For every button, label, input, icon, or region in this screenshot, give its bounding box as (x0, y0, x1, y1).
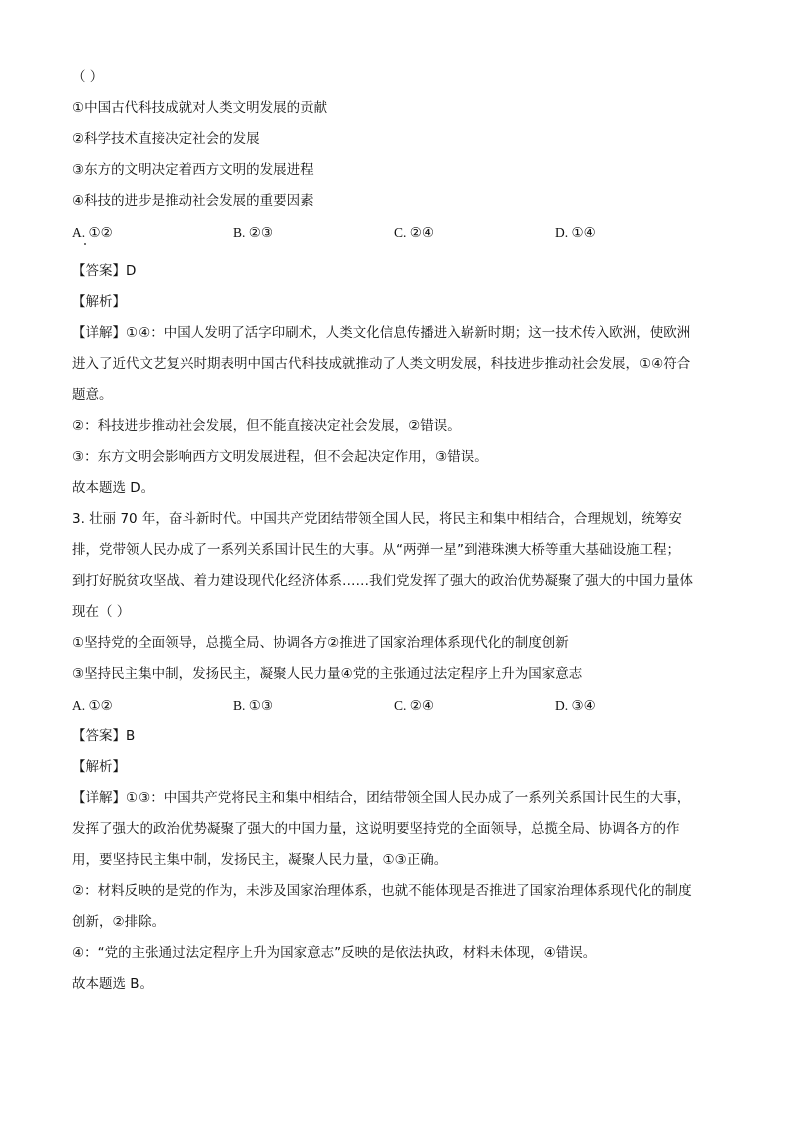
q2-option-d: D. ①④ (555, 225, 596, 240)
q3-option-c: C. ②④ (394, 698, 434, 713)
q2-stem-tail: （ ） (72, 69, 104, 85)
q2-item-4: ④科技的进步是推动社会发展的重要因素 (72, 193, 314, 209)
q3-item-1: ①坚持党的全面领导，总揽全局、协调各方②推进了国家治理体系现代化的制度创新 (72, 635, 569, 651)
q2-item-2: ②科学技术直接决定社会的发展 (72, 131, 260, 147)
q2-analysis-label: 【解析】 (72, 294, 126, 310)
q3-detail-line-4: ②：材料反映的是党的作为，未涉及国家治理体系，也就不能体现是否推进了国家治理体系现代化的制度 (72, 883, 692, 899)
q2-item-3: ③东方的文明决定着西方文明的发展进程 (72, 162, 314, 178)
q3-detail-line-2: 发挥了强大的政治优势凝聚了强大的中国力量，这说明要坚持党的全面领导，总揽全局、协调各方的作 (72, 821, 680, 837)
q2-option-c: C. ②④ (394, 225, 434, 240)
q3-stem-line-4: 现在（ ） (72, 604, 131, 620)
q2-detail-line-4: ②：科技进步推动社会发展，但不能直接决定社会发展，②错误。 (72, 418, 461, 434)
q3-answer: 【答案】B (72, 728, 136, 744)
q3-stem-line-3: 到打好脱贫攻坚战、着力建设现代化经济体系……我们党发挥了强大的政治优势凝聚了强大的中国力量体 (72, 573, 693, 589)
q3-option-a: A. ①② (72, 698, 113, 713)
stray-dot (84, 243, 86, 245)
q3-options (72, 690, 732, 721)
q2-detail-line-3: 题意。 (72, 387, 113, 403)
q3-item-2: ③坚持民主集中制，发扬民主，凝聚人民力量④党的主张通过法定程序上升为国家意志 (72, 666, 583, 682)
q2-item-1: ①中国古代科技成就对人类文明发展的贡献 (72, 100, 328, 116)
spacer (72, 248, 732, 256)
q3-detail-line-1: 【详解】①③：中国共产党将民主和集中相结合，团结带领全国人民办成了一系列关系国计民生的大事， (72, 790, 691, 806)
q3-detail-line-3: 用，要坚持民主集中制，发扬民主，凝聚人民力量，①③正确。 (72, 852, 448, 868)
q3-stem-line-2: 排，党带领人民办成了一系列关系国计民生的大事。从“两弹一星”到港珠澳大桥等重大基础设施工程； (72, 542, 680, 558)
q3-option-b: B. ①③ (233, 698, 273, 713)
q2-option-a: A. ①② (72, 225, 113, 240)
q2-options (72, 217, 732, 248)
q3-detail-line-6: ④：“党的主张通过法定程序上升为国家意志”反映的是依法执政，材料未体现，④错误。 (72, 945, 597, 961)
q3-stem-line-1: 3. 壮丽 70 年，奋斗新时代。中国共产党团结带领全国人民，将民主和集中相结合，合理规划，统筹安 (72, 511, 682, 527)
q2-detail-line-2: 进入了近代文艺复兴时期表明中国古代科技成就推动了人类文明发展，科技进步推动社会发展，①④符合 (72, 356, 691, 372)
q2-answer: 【答案】D (72, 263, 137, 279)
document-page (72, 62, 732, 1000)
q3-option-d: D. ③④ (555, 698, 596, 713)
q2-detail-line-6: 故本题选 D。 (72, 480, 155, 496)
q3-detail-line-5: 创新，②排除。 (72, 914, 166, 930)
q2-detail-line-1: 【详解】①④：中国人发明了活字印刷术，人类文化信息传播进入崭新时期；这一技术传入欧洲，使欧洲 (72, 325, 691, 341)
q3-analysis-label: 【解析】 (72, 759, 126, 775)
q2-option-b: B. ②③ (233, 225, 273, 240)
q3-detail-line-7: 故本题选 B。 (72, 976, 154, 992)
q2-detail-line-5: ③：东方文明会影响西方文明发展进程，但不会起决定作用，③错误。 (72, 449, 488, 465)
